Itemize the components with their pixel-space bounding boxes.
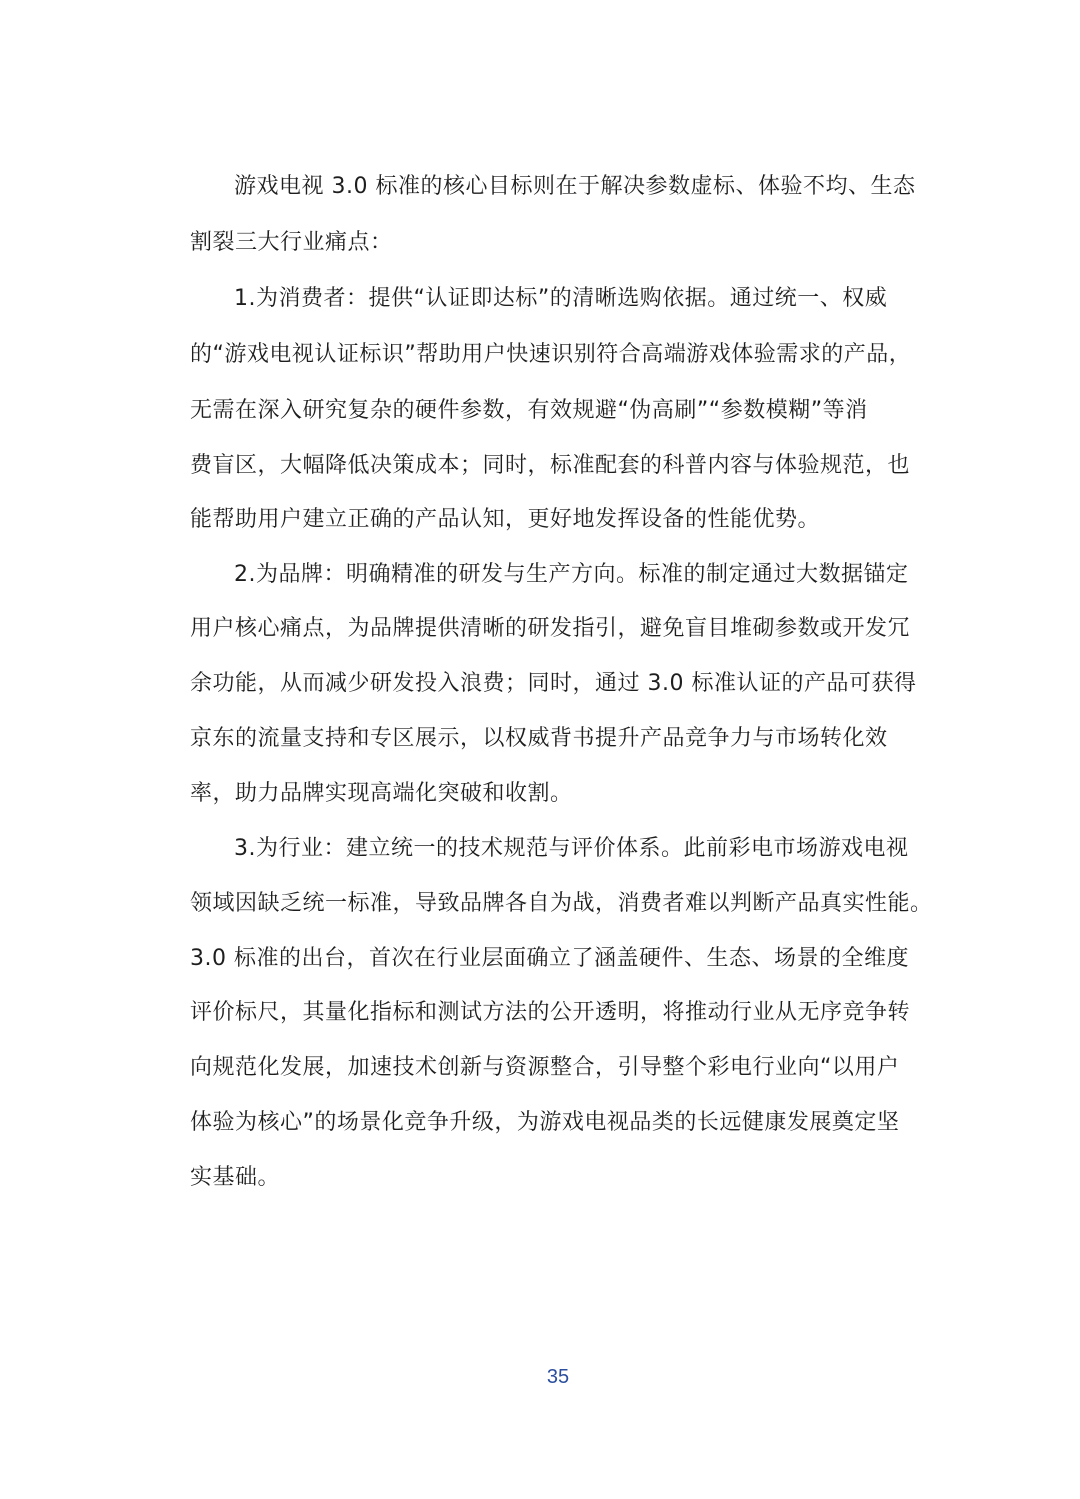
industry-line-6: 体验为核心”的场景化竞争升级，为游戏电视品类的长远健康发展奠定坚	[190, 1110, 900, 1135]
brand-line-4: 京东的流量支持和专区展示，以权威背书提升产品竞争力与市场转化效	[190, 726, 888, 751]
industry-line-1: 3.为行业：建立统一的技术规范与评价体系。此前彩电市场游戏电视	[234, 836, 909, 861]
brand-line-5: 率，助力品牌实现高端化突破和收割。	[190, 781, 573, 806]
industry-line-7: 实基础。	[190, 1165, 281, 1190]
brand-line-2: 用户核心痛点，为品牌提供清晰的研发指引，避免盲目堆砌参数或开发冗	[190, 616, 911, 641]
intro-line-2: 割裂三大行业痛点：	[190, 230, 393, 255]
consumer-line-1: 1.为消费者：提供“认证即达标”的清晰选购依据。通过统一、权威	[234, 286, 888, 311]
industry-line-5: 向规范化发展，加速技术创新与资源整合，引导整个彩电行业向“以用户	[190, 1055, 900, 1080]
brand-line-3: 余功能，从而减少研发投入浪费；同时，通过 3.0 标准认证的产品可获得	[190, 671, 917, 696]
consumer-line-3: 无需在深入研究复杂的硬件参数，有效规避“伪高刷”“参数模糊”等消	[190, 398, 868, 423]
industry-line-4: 评价标尺，其量化指标和测试方法的公开透明，将推动行业从无序竞争转	[190, 1000, 911, 1025]
industry-line-2: 领域因缺乏统一标准，导致品牌各自为战，消费者难以判断产品真实性能。	[190, 891, 933, 916]
brand-line-1: 2.为品牌：明确精准的研发与生产方向。标准的制定通过大数据锚定	[234, 562, 909, 587]
page-number: 35	[546, 1366, 570, 1388]
consumer-line-4: 费盲区，大幅降低决策成本；同时，标准配套的科普内容与体验规范，也	[190, 453, 911, 478]
industry-line-3: 3.0 标准的出台，首次在行业层面确立了涵盖硬件、生态、场景的全维度	[190, 946, 909, 971]
consumer-line-2: 的“游戏电视认证标识”帮助用户快速识别符合高端游戏体验需求的产品，	[190, 342, 912, 367]
consumer-line-5: 能帮助用户建立正确的产品认知，更好地发挥设备的性能优势。	[190, 507, 821, 532]
intro-line-1: 游戏电视 3.0 标准的核心目标则在于解决参数虚标、体验不均、生态	[234, 174, 916, 199]
